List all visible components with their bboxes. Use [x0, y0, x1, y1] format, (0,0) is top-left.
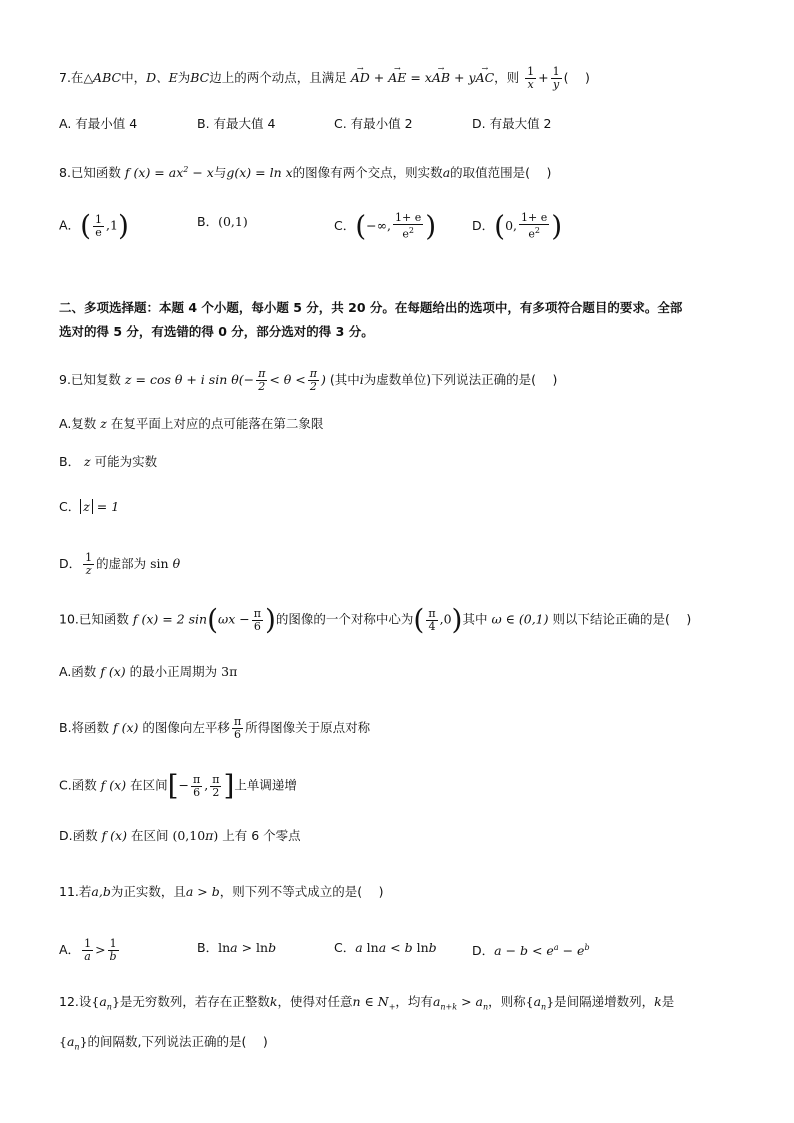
q12-text-c: ，使得对任意 — [277, 994, 353, 1009]
q12-text-f: 是间隔递增数列， — [554, 994, 655, 1009]
q7-answer-paren: ( ) — [563, 70, 590, 85]
q10-c-text-c: 上单调递增 — [234, 777, 297, 793]
q7-vector-equation: → AD + → AE = x→ AB + y→ AC — [351, 70, 494, 85]
q10-option-b: B.将函数 f (x) 的图像向左平移 $\frac{\pi}{6}$ 所得图像关于原点对称 — [59, 715, 371, 741]
q12-stem-line2: $\{a_n\}$的间隔数,下列说法正确的是( ) — [59, 1034, 268, 1052]
q8-stem — [59, 160, 551, 183]
q12-text-a: 12.设 — [59, 994, 92, 1009]
q9-text-a: 9.已知复数 — [59, 372, 121, 387]
q7-text-e: ，则 — [494, 70, 520, 85]
q8-option-b: B．(0,1) — [197, 214, 248, 229]
q10-b-text-a: B.将函数 — [59, 720, 110, 735]
q8-text-a: 8.已知函数 — [59, 165, 121, 181]
q9-abs-z-eq-1: z = 1 — [80, 499, 119, 514]
q7-text-a: 7.在 — [59, 70, 84, 85]
q9-d-label: D． — [59, 556, 82, 571]
q7-stem: 7.在△ABC中，D、E为BC边上的两个动点，且满足 → AD + → AE = x→ AB + y→ AC，则 $\frac{1}{x}$ + $\frac{1}{y}$ ( ) — [59, 66, 590, 91]
q7-option-d: D. 有最大值 2 — [472, 116, 552, 131]
q11-option-c: C．a lna < b lnb — [334, 940, 437, 955]
q12-text-g: 是 — [661, 994, 675, 1009]
q10-text-a: 10.已知函数 — [59, 611, 129, 627]
q12-stem-line1: 12.设$\{a_n\}$是无穷数列，若存在正整数k，使得对任意n ∈ $N_+$，均有$a_{n+k} > a_n$，则称$\{a_n\}$是间隔递增数列，k是 — [59, 994, 675, 1012]
q10-a-text-a: A.函数 — [59, 664, 97, 679]
q9-a-text-a: A.复数 — [59, 416, 97, 431]
q9-text-b: (其中 — [329, 372, 360, 387]
q8-text-b: 与 — [213, 165, 227, 181]
q10-d-text-a: D.函数 — [59, 828, 98, 843]
q10-option-c: C.函数 f (x) 在区间[− $\frac{\pi}{6}$ , $\frac{\pi}{2}$ ]上单调递增 — [59, 769, 297, 802]
q10-b-text-b: 的图像向左平移 — [142, 720, 230, 735]
q11-option-b: B．lna > lnb — [197, 940, 277, 955]
q9-c-label: C． — [59, 499, 81, 514]
q9-stem — [59, 368, 557, 393]
q11-text-c: ，则下列不等式成立的是( ) — [219, 884, 384, 899]
q10-b-text-c: 所得图像关于原点对称 — [245, 720, 371, 735]
q7-frac-1-x: $\frac{1}{x}$ — [527, 65, 535, 91]
q11-text-b: 为正实数，且 — [110, 884, 186, 899]
q10-text-d: 则以下结论正确的是( ) — [552, 611, 692, 627]
q9-option-a: A.复数 z 在复平面上对应的点可能落在第二象限 — [59, 416, 324, 431]
q11-option-d: D．$a - b < e^a - e^b$ — [472, 943, 590, 959]
q10-d-text-c: 上有 6 个零点 — [222, 828, 301, 843]
q12-text-b: 是无穷数列，若存在正整数 — [119, 994, 270, 1009]
q7-frac-1-y: $\frac{1}{y}$ — [552, 65, 560, 91]
q8-option-d: D．(0, $\frac{1+ e}{e^2}$ ) — [472, 209, 563, 243]
q9-option-c — [59, 497, 119, 517]
q8-option-a: A．( $\frac{1}{e}$ ,1) — [59, 209, 129, 242]
q11-label-c: C． — [334, 940, 356, 955]
q9-b-text: 可能为实数 — [94, 454, 158, 469]
q7-triangle: △ABC — [83, 70, 122, 85]
q8-fx-expression: f $(x) = ax^2 - x$ — [124, 165, 214, 181]
q7-option-a: A. 有最小值 4 — [59, 116, 138, 131]
q12-text-e: ，则称 — [488, 994, 526, 1009]
q7-segment-bc: BC — [190, 70, 210, 85]
q9-a-text-b: 在复平面上对应的点可能落在第二象限 — [110, 416, 324, 431]
q9-text-c: 为虚数单位)下列说法正确的是( ) — [363, 372, 558, 387]
q7-points-de: D、E — [146, 70, 178, 85]
q11-option-a: A． $\frac{1}{a}$ > $\frac{1}{b}$ — [59, 937, 117, 963]
q8-option-c: C．(−∞, $\frac{1+ e}{e^2}$ ) — [334, 209, 437, 243]
q10-omega-range: ω ∈ (0,1) — [491, 611, 549, 627]
q10-text-b: 的图像的一个对称中心为 — [275, 611, 414, 627]
q11-label-a: A． — [59, 942, 81, 957]
q9-option-d: D． $\frac{1}{z}$ 的虚部为 sin θ — [59, 551, 181, 577]
q11-label-d: D． — [472, 943, 495, 959]
q7-option-b: B. 有最大值 4 — [197, 116, 276, 131]
q8-label-b: B． — [197, 214, 219, 229]
q9-imag-unit: i — [359, 372, 364, 387]
q8-label-a: A． — [59, 217, 81, 233]
q9-option-b: B． z 可能为实数 — [59, 454, 158, 469]
q10-a-text-b: 的最小正周期为 — [129, 664, 218, 679]
section2-heading-line2: 选对的得 5 分，有选错的得 0 分，部分选对的得 3 分。 — [59, 324, 374, 339]
q10-fx-definition: f (x) = 2 sin — [132, 611, 208, 627]
q7-option-c: C. 有最小值 2 — [334, 116, 413, 131]
q11-label-b: B． — [197, 940, 219, 955]
q10-c-text-b: 在区间 — [130, 777, 168, 793]
q10-d-text-b: 在区间 — [130, 828, 169, 843]
q10-text-c: 其中 — [462, 611, 488, 627]
q9-d-text: 的虚部为 — [96, 556, 147, 571]
q7-text-c: 为 — [177, 70, 191, 85]
q12-text-h: 的间隔数,下列说法正确的是( ) — [87, 1034, 268, 1049]
q7-text-d: 边上的两个动点，且满足 — [209, 70, 347, 85]
q8-label-c: C． — [334, 217, 356, 233]
q8-text-d: 的取值范围是( ) — [450, 165, 552, 181]
q12-text-d: ，均有 — [395, 994, 433, 1009]
section2-heading-line1: 二、多项选择题：本题 4 个小题，每小题 5 分，共 20 分。在每题给出的选项中，有多项符合题目的要求。全部 — [59, 300, 683, 315]
q10-c-text-a: C.函数 — [59, 777, 97, 793]
q8-gx-expression: g(x) = ln x — [226, 165, 293, 181]
q8-label-d: D． — [472, 217, 495, 233]
q11-stem: 11.若a,b为正实数，且a > b，则下列不等式成立的是( ) — [59, 884, 384, 899]
q9-z-definition: z = cos θ + i sin θ(− $\frac{\pi}{2}$ < θ < $\frac{\pi}{2}$ ) — [124, 367, 326, 393]
q8-var-a: a — [442, 165, 451, 181]
q9-b-label: B． — [59, 454, 81, 469]
q10-stem: 10.已知函数 f (x) = 2 sin(ωx − $\frac{\pi}{6}$ )的图像的一个对称中心为( $\frac{\pi}{4}$ ,0)其中 ω ∈ (0,1) 则以下结论正确的是( ) — [59, 603, 692, 636]
q10-option-a: A.函数 f (x) 的最小正周期为 3π — [59, 664, 238, 679]
q11-text-a: 11.若 — [59, 884, 92, 899]
q9-frac-1-z: $\frac{1}{z}$ — [85, 551, 93, 577]
q8-text-c: 的图像有两个交点，则实数 — [292, 165, 443, 181]
q7-text-b: 中， — [121, 70, 147, 85]
q10-option-d: D.函数 f (x) 在区间 (0,10π) 上有 6 个零点 — [59, 828, 301, 843]
